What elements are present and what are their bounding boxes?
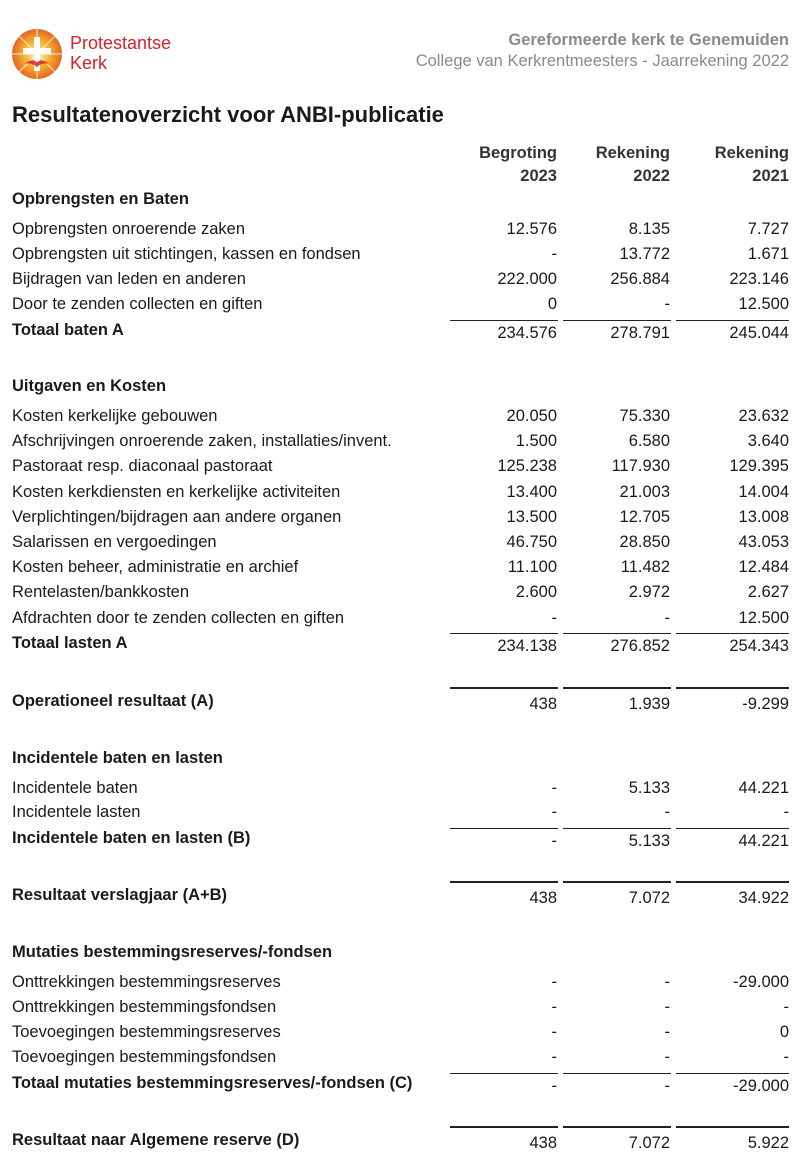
- logo-line2: Kerk: [70, 53, 108, 73]
- row-label: Totaal mutaties bestemmingsreserves/-fondsen (C): [12, 1074, 413, 1092]
- row-label: Uitgaven en Kosten: [12, 377, 167, 395]
- value-cell-col1: 438: [529, 889, 557, 907]
- value-cell-col3: 254.343: [729, 637, 789, 655]
- value-cell-col3: 5.922: [747, 1134, 789, 1152]
- value-cell-col3: 12.500: [738, 609, 789, 627]
- column-header-rekening-2022: Rekening 2022: [595, 144, 670, 185]
- value-cell-col3: 7.727: [747, 220, 789, 238]
- row-label: Verplichtingen/bijdragen aan andere organen: [12, 508, 342, 526]
- section-heading-uitgaven-en-kosten: [0, 377, 797, 401]
- value-cell-col1: -: [551, 779, 557, 797]
- value-cell-col1: -: [551, 973, 557, 991]
- value-cell-col1: 1.500: [515, 432, 557, 450]
- table-row-totaal-mutaties-bestemmingsreserves-fondsen-c: [0, 1074, 797, 1098]
- value-cell-col3: 223.146: [729, 270, 789, 288]
- total-rule-col3: [676, 1073, 789, 1074]
- value-cell-col2: 1.939: [628, 695, 670, 713]
- value-cell-col1: -: [551, 1077, 557, 1095]
- row-label: Door te zenden collecten en giften: [12, 295, 263, 313]
- value-cell-col3: 44.221: [738, 779, 789, 797]
- value-cell-col3: 3.640: [747, 432, 789, 450]
- table-row-onttrekkingen-bestemmingsreserves: [0, 973, 797, 997]
- value-cell-col3: 12.484: [738, 558, 789, 576]
- value-cell-col2: 7.072: [628, 889, 670, 907]
- table-row-totaal-lasten-a: [0, 634, 797, 658]
- table-row-kosten-kerkdiensten-en-kerkelijke-activiteiten: [0, 483, 797, 507]
- row-label: Toevoegingen bestemmingsreserves: [12, 1023, 281, 1041]
- value-cell-col2: 21.003: [619, 483, 670, 501]
- row-label: Kosten kerkelijke gebouwen: [12, 407, 218, 425]
- value-cell-col1: 438: [529, 1134, 557, 1152]
- value-cell-col3: 13.008: [738, 508, 789, 526]
- value-cell-col3: -29.000: [733, 973, 789, 991]
- value-cell-col3: 0: [779, 1023, 789, 1041]
- value-cell-col1: -: [551, 803, 557, 821]
- section-heading-opbrengsten-en-baten: [0, 190, 797, 214]
- value-cell-col2: -: [664, 803, 670, 821]
- total-rule-col2: [563, 828, 671, 829]
- row-label: Incidentele baten: [12, 779, 138, 797]
- table-row-afdrachten-door-te-zenden-collecten-en-giften: [0, 609, 797, 633]
- row-label: Incidentele baten en lasten (B): [12, 829, 251, 847]
- table-row-bijdragen-van-leden-en-anderen: [0, 270, 797, 294]
- table-row-kosten-kerkelijke-gebouwen: [0, 407, 797, 431]
- value-cell-col3: 34.922: [738, 889, 789, 907]
- row-label: Afdrachten door te zenden collecten en giften: [12, 609, 345, 627]
- table-row-kosten-beheer-administratie-en-archief: [0, 558, 797, 582]
- value-cell-col1: 12.576: [506, 220, 557, 238]
- total-rule-col2: [563, 1073, 671, 1074]
- total-rule-col1: [450, 633, 558, 634]
- row-label: Opbrengsten en Baten: [12, 190, 189, 208]
- table-row-incidentele-lasten: [0, 803, 797, 827]
- value-cell-col3: 43.053: [738, 533, 789, 551]
- value-cell-col2: 75.330: [619, 407, 670, 425]
- row-label: Incidentele baten en lasten: [12, 749, 223, 767]
- value-cell-col2: 276.852: [610, 637, 670, 655]
- row-label: Toevoegingen bestemmingsfondsen: [12, 1048, 277, 1066]
- table-row-incidentele-baten: [0, 779, 797, 803]
- value-cell-col2: 256.884: [610, 270, 670, 288]
- section-heading-incidentele-baten-en-lasten: [0, 749, 797, 773]
- value-cell-col3: 2.627: [747, 583, 789, 601]
- value-cell-col1: 0: [547, 295, 557, 313]
- column-header-begroting-2023: Begroting 2023: [479, 144, 557, 185]
- value-cell-col2: 278.791: [610, 324, 670, 342]
- value-cell-col1: 438: [529, 695, 557, 713]
- value-cell-col2: 12.705: [619, 508, 670, 526]
- table-row-opbrengsten-uit-stichtingen-kassen-en-fondsen: [0, 245, 797, 269]
- table-row-afschrijvingen-onroerende-zaken-installaties-invent: [0, 432, 797, 456]
- row-label: Pastoraat resp. diaconaal pastoraat: [12, 457, 273, 475]
- value-cell-col1: 125.238: [497, 457, 557, 475]
- value-cell-col2: 117.930: [611, 457, 670, 475]
- total-rule-col3: [676, 320, 789, 321]
- thick-rule-col3: [676, 881, 789, 883]
- value-cell-col3: -: [783, 803, 789, 821]
- thick-rule-col2: [563, 1126, 671, 1128]
- row-label: Bijdragen van leden en anderen: [12, 270, 246, 288]
- total-rule-col2: [563, 320, 671, 321]
- total-rule-col1: [450, 828, 558, 829]
- value-cell-col2: -: [664, 998, 670, 1016]
- row-label: Incidentele lasten: [12, 803, 141, 821]
- value-cell-col2: 11.482: [620, 558, 670, 576]
- total-rule-col3: [676, 633, 789, 634]
- value-cell-col1: 13.500: [506, 508, 557, 526]
- thick-rule-col1: [450, 1126, 558, 1128]
- value-cell-col2: -: [664, 1048, 670, 1066]
- value-cell-col3: 245.044: [729, 324, 789, 342]
- row-label: Opbrengsten onroerende zaken: [12, 220, 245, 238]
- value-cell-col1: 222.000: [497, 270, 557, 288]
- table-row-incidentele-baten-en-lasten-b: [0, 829, 797, 853]
- value-cell-col1: -: [551, 1023, 557, 1041]
- total-rule-col1: [450, 1073, 558, 1074]
- row-label: Resultaat naar Algemene reserve (D): [12, 1131, 300, 1149]
- value-cell-col3: 23.632: [738, 407, 789, 425]
- value-cell-col1: -: [551, 245, 557, 263]
- thick-rule-col1: [450, 687, 558, 689]
- value-cell-col2: 7.072: [628, 1134, 670, 1152]
- thick-rule-col2: [563, 687, 671, 689]
- table-row-totaal-baten-a: [0, 321, 797, 345]
- thick-rule-col1: [450, 881, 558, 883]
- value-cell-col3: 12.500: [738, 295, 789, 313]
- row-label: Onttrekkingen bestemmingsfondsen: [12, 998, 277, 1016]
- logo-wordmark: [70, 33, 171, 73]
- value-cell-col2: 2.972: [628, 583, 670, 601]
- header-subtitle: College van Kerkrentmeesters - Jaarrekening 2022: [415, 52, 789, 70]
- table-row-resultaat-naar-algemene-reserve-d: [0, 1131, 797, 1155]
- value-cell-col1: 46.750: [506, 533, 557, 551]
- value-cell-col3: -9.299: [742, 695, 789, 713]
- value-cell-col3: -: [783, 1048, 789, 1066]
- row-label: Mutaties bestemmingsreserves/-fondsen: [12, 943, 333, 961]
- value-cell-col3: 129.395: [729, 457, 789, 475]
- row-label: Operationeel resultaat (A): [12, 692, 214, 710]
- value-cell-col2: 13.772: [619, 245, 670, 263]
- total-rule-col3: [676, 828, 789, 829]
- value-cell-col3: -29.000: [733, 1077, 789, 1095]
- value-cell-col1: 11.100: [507, 558, 557, 576]
- table-row-resultaat-verslagjaar-a-b: [0, 886, 797, 910]
- value-cell-col2: 6.580: [628, 432, 670, 450]
- thick-rule-col3: [676, 687, 789, 689]
- value-cell-col2: 5.133: [628, 832, 670, 850]
- value-cell-col2: -: [664, 295, 670, 313]
- table-row-salarissen-en-vergoedingen: [0, 533, 797, 557]
- value-cell-col3: 1.671: [747, 245, 789, 263]
- page-title: Resultatenoverzicht voor ANBI-publicatie: [12, 102, 444, 127]
- thick-rule-col2: [563, 881, 671, 883]
- total-rule-col1: [450, 320, 558, 321]
- total-rule-col2: [563, 633, 671, 634]
- logo-line1: Protestantse: [70, 33, 172, 53]
- value-cell-col1: 2.600: [515, 583, 557, 601]
- value-cell-col1: 234.138: [497, 637, 557, 655]
- row-label: Afschrijvingen onroerende zaken, installaties/invent.: [12, 432, 392, 450]
- value-cell-col1: -: [551, 1048, 557, 1066]
- row-label: Kosten kerkdiensten en kerkelijke activiteiten: [12, 483, 341, 501]
- value-cell-col1: -: [551, 609, 557, 627]
- value-cell-col2: 5.133: [628, 779, 670, 797]
- value-cell-col1: 234.576: [497, 324, 557, 342]
- table-row-door-te-zenden-collecten-en-giften: [0, 295, 797, 319]
- table-row-pastoraat-resp-diaconaal-pastoraat: [0, 457, 797, 481]
- table-row-rentelasten-bankkosten: [0, 583, 797, 607]
- value-cell-col3: -: [783, 998, 789, 1016]
- table-row-toevoegingen-bestemmingsreserves: [0, 1023, 797, 1047]
- value-cell-col2: -: [664, 1023, 670, 1041]
- value-cell-col1: -: [551, 832, 557, 850]
- value-cell-col2: -: [664, 973, 670, 991]
- row-label: Rentelasten/bankkosten: [12, 583, 190, 601]
- row-label: Totaal lasten A: [12, 634, 128, 652]
- value-cell-col1: 13.400: [506, 483, 557, 501]
- value-cell-col2: -: [664, 609, 670, 627]
- table-row-verplichtingen-bijdragen-aan-andere-organen: [0, 508, 797, 532]
- value-cell-col1: -: [551, 998, 557, 1016]
- row-label: Opbrengsten uit stichtingen, kassen en fondsen: [12, 245, 361, 263]
- row-label: Totaal baten A: [12, 321, 124, 339]
- column-header-rekening-2021: Rekening 2021: [714, 144, 789, 185]
- header-organization: Gereformeerde kerk te Genemuiden: [508, 31, 789, 49]
- value-cell-col3: 44.221: [738, 832, 789, 850]
- protestantse-kerk-logo-icon: [11, 28, 63, 80]
- table-row-onttrekkingen-bestemmingsfondsen: [0, 998, 797, 1022]
- table-row-operationeel-resultaat-a: [0, 692, 797, 716]
- value-cell-col2: -: [664, 1077, 670, 1095]
- table-row-toevoegingen-bestemmingsfondsen: [0, 1048, 797, 1072]
- value-cell-col2: 8.135: [628, 220, 670, 238]
- value-cell-col2: 28.850: [619, 533, 670, 551]
- row-label: Kosten beheer, administratie en archief: [12, 558, 299, 576]
- row-label: Onttrekkingen bestemmingsreserves: [12, 973, 281, 991]
- table-row-opbrengsten-onroerende-zaken: [0, 220, 797, 244]
- row-label: Salarissen en vergoedingen: [12, 533, 217, 551]
- value-cell-col1: 20.050: [506, 407, 557, 425]
- thick-rule-col3: [676, 1126, 789, 1128]
- row-label: Resultaat verslagjaar (A+B): [12, 886, 228, 904]
- section-heading-mutaties-bestemmingsreserves-fondsen: [0, 943, 797, 967]
- value-cell-col3: 14.004: [738, 483, 789, 501]
